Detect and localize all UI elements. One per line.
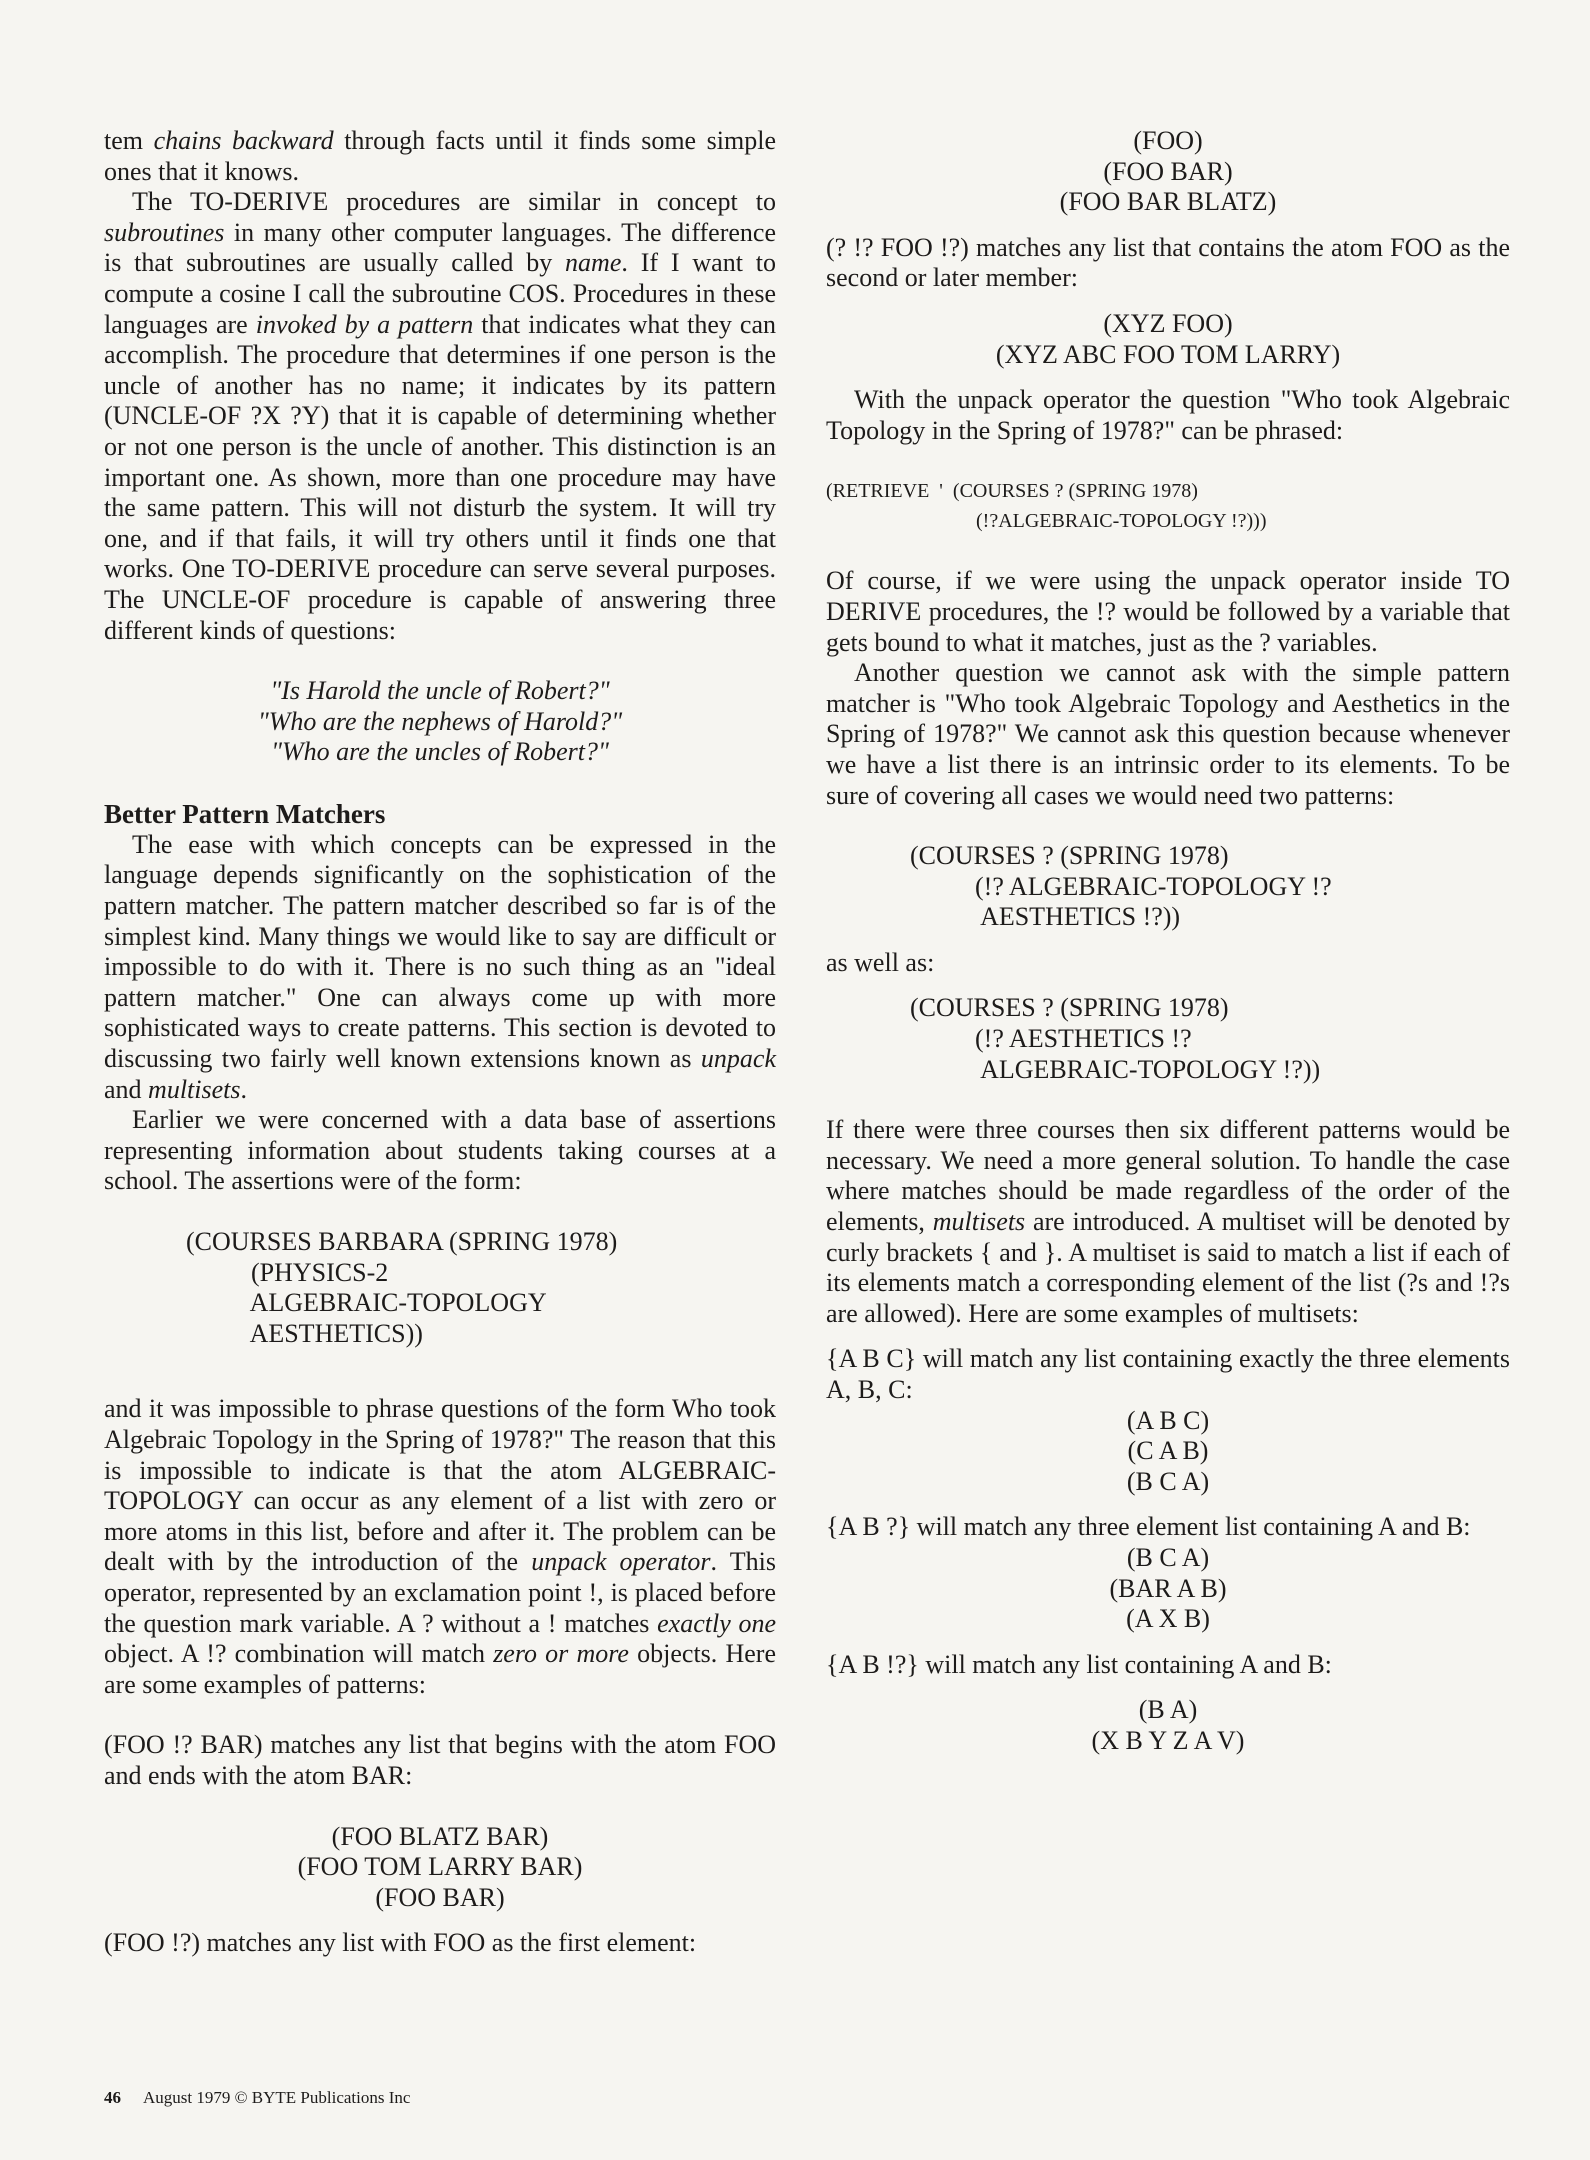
paragraph: The TO-DERIVE procedures are similar in concept to subroutines in many other computer languages. The difference is that subroutines are usually called by name. If I want to compute a cosine I call the subroutine COS. Procedures in these languages are invoked by a pattern that indicates what they can accomplish. The procedure that determines if one person is the uncle of another has no name; it indicates by its pattern (UNCLE-OF ?X ?Y) that it is capable of determining whether or not one person is the uncle of another. This distinction is an important one. As shown, more than one procedure may have the same pattern. This will not disturb the system. It will try one, and if that fails, it will try others until it finds one that works. One TO-DERIVE procedure can serve several purposes. The UNCLE-OF procedure is capable of answering three different kinds of questions: <box>104 187 777 645</box>
page-footer <box>104 2088 410 2108</box>
paragraph: tem chains backward through facts until it finds some simple ones that it knows. <box>104 126 776 186</box>
paragraph: If there were three courses then six different patterns would be necessary. We need a more general solution. To handle the case where matches should be made regardless of the order of the elements, multisets are introduced. A multiset will be denoted by curly brackets { and }. A multiset is said to match a list if each of its elements match a corresponding element of the list (?s and !?s are allowed). Here are some examples of multisets: <box>826 1115 1510 1328</box>
paragraph: Earlier we were concerned with a data base of assertions representing information about students taking courses at a school. The assertions were of the form: <box>104 1105 776 1196</box>
example-list: (B A) (X B Y Z A V) <box>1091 1695 1245 1755</box>
paragraph: Another question we cannot ask with the simple pattern matcher is "Who took Algebraic Topology and Aesthetics in the Spring of 1978?" We cannot ask this question because whenever we have a list there is an intrinsic order to its elements. To be sure of covering all cases we would need two patterns: <box>826 658 1510 810</box>
paragraph: (FOO !?) matches any list with FOO as the first element: <box>104 1928 697 1958</box>
code-assertion: (COURSES BARBARA (SPRING 1978) (PHYSICS-2 ALGEBRAIC-TOPOLOGY AESTHETICS)) <box>186 1227 618 1348</box>
paragraph: The ease with which concepts can be expressed in the language depends significantly on the sophistication of the pattern matcher. The pattern matcher described so far is of the simplest kind. Many things we would like to say are difficult or impossible to do with it. There is no such thing as an "ideal pattern matcher." One can always come up with more sophisticated ways to create patterns. This section is devoted to discussing two fairly well known extensions known as unpack and multisets. <box>104 829 776 1104</box>
example-list: (FOO BLATZ BAR) (FOO TOM LARRY BAR) (FOO BAR) <box>297 1821 583 1912</box>
paragraph: With the unpack operator the question "Who took Algebraic Topology in the Spring of 1978?" can be phrased: <box>826 385 1510 445</box>
section-heading: Better Pattern Matchers <box>104 798 386 829</box>
left-column <box>104 126 776 1959</box>
example-list: (FOO) (FOO BAR) (FOO BAR BLATZ) <box>1059 126 1277 217</box>
code-pattern-2: (COURSES ? (SPRING 1978) (!? AESTHETICS !? ALGEBRAIC-TOPOLOGY !?)) <box>910 993 1321 1084</box>
paragraph: {A B ?} will match any three element list containing A and B: <box>826 1512 1471 1542</box>
paragraph: and it was impossible to phrase questions of the form Who took Algebraic Topology in the Spring of 1978?" The reason that this is impossible to indicate is that the atom ALGEBRAIC-TOPOLOGY can occur as any element of a list with zero or more atoms in this list, before and after it. The problem can be dealt with by the introduction of the unpack operator. This operator, represented by an exclamation point !, is placed before the question mark variable. A ? without a ! matches exactly one object. A !? combination will match zero or more objects. Here are some examples of patterns: <box>104 1394 777 1699</box>
page-number: 46 <box>104 2088 121 2107</box>
example-list: (XYZ FOO) (XYZ ABC FOO TOM LARRY) <box>995 308 1341 369</box>
right-column <box>826 126 1510 1757</box>
paragraph: Of course, if we were using the unpack operator inside TO DERIVE procedures, the !? would be followed by a variable that gets bound to what it matches, just as the ? variables. <box>826 566 1510 657</box>
paragraph: (FOO !? BAR) matches any list that begins with the atom FOO and ends with the atom BAR: <box>104 1730 776 1790</box>
code-retrieve: (RETRIEVE ' (COURSES ? (SPRING 1978) (!?ALGEBRAIC-TOPOLOGY !?))) <box>826 480 1267 533</box>
code-pattern-1: (COURSES ? (SPRING 1978) (!? ALGEBRAIC-TOPOLOGY !? AESTHETICS !?)) <box>910 841 1332 932</box>
paragraph: {A B C} will match any list containing exactly the three elements A, B, C: <box>826 1344 1510 1404</box>
example-list: (B C A) (BAR A B) (A X B) <box>1109 1542 1227 1634</box>
paragraph: {A B !?} will match any list containing A and B: <box>826 1649 1332 1679</box>
paragraph: (? !? FOO !?) matches any list that contains the atom FOO as the second or later member: <box>826 232 1510 293</box>
questions: "Is Harold the uncle of Robert?" "Who are the nephews of Harold?" "Who are the uncles of Robert?" <box>257 676 623 767</box>
label: as well as: <box>826 947 935 977</box>
footer-text: August 1979 © BYTE Publications Inc <box>143 2088 411 2107</box>
example-list: (A B C) (C A B) (B C A) <box>1126 1405 1210 1496</box>
